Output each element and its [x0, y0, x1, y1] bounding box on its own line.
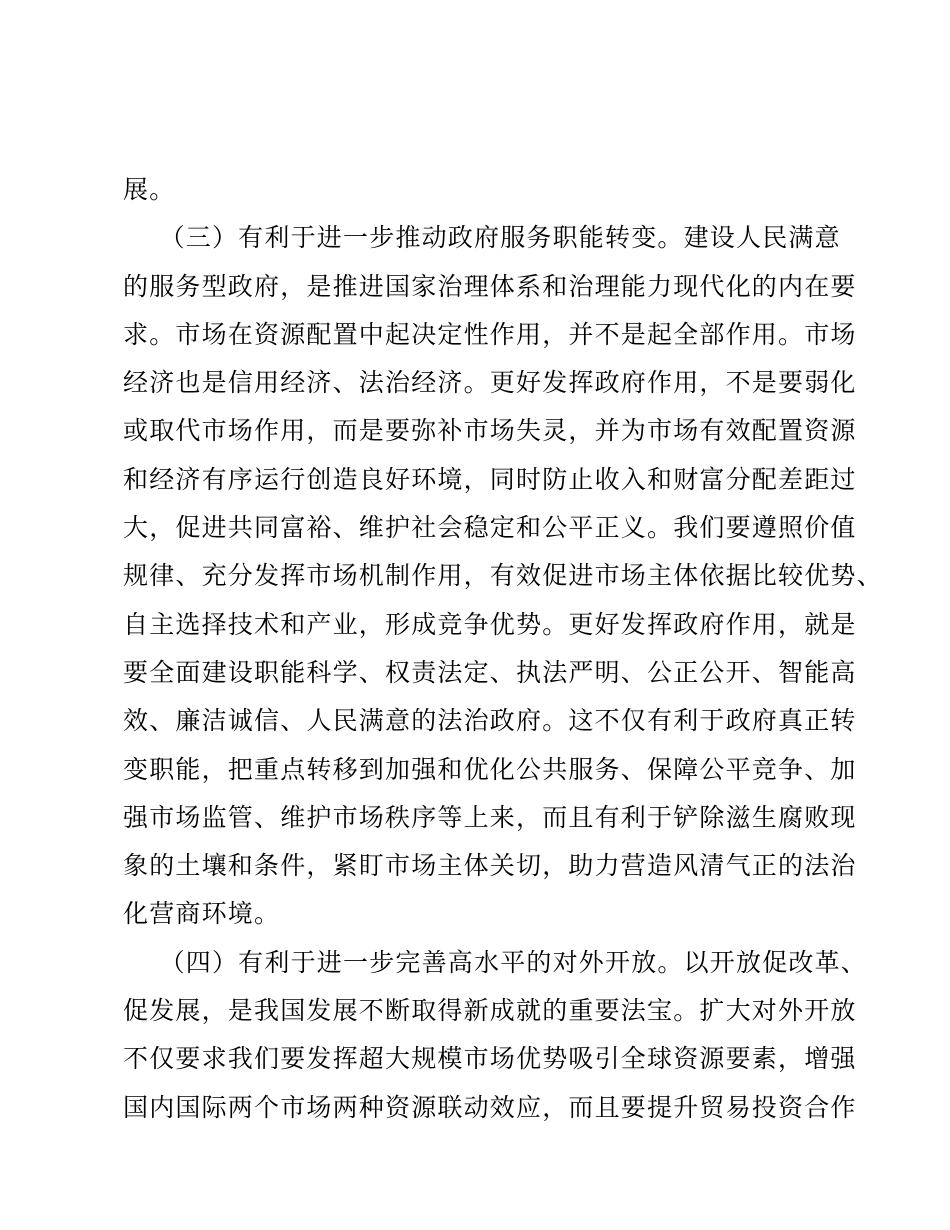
- text-line: 象的土壤和条件，紧盯市场主体关切，助力营造风清气正的法治: [123, 851, 857, 881]
- text-line: 经济也是信用经济、法治经济。更好发挥政府作用，不是要弱化: [123, 368, 857, 398]
- text-line: 的服务型政府，是推进国家治理体系和治理能力现代化的内在要: [123, 271, 857, 301]
- text-line: 大，促进共同富裕、维护社会稳定和公平正义。我们要遵照价值: [123, 513, 857, 543]
- text-line: 国内国际两个市场两种资源联动效应，而且要提升贸易投资合作: [123, 1092, 857, 1122]
- paragraph-heading-line: （三）有利于进一步推动政府服务职能转变。建设人民满意: [123, 223, 841, 253]
- text-line: 自主选择技术和产业，形成竞争优势。更好发挥政府作用，就是: [123, 609, 857, 639]
- paragraph-heading-line: （四）有利于进一步完善高水平的对外开放。以开放促改革、: [123, 947, 867, 977]
- text-line: 和经济有序运行创造良好环境，同时防止收入和财富分配差距过: [123, 464, 857, 494]
- text-line: 变职能，把重点转移到加强和优化公共服务、保障公平竞争、加: [123, 754, 857, 784]
- text-line: 要全面建设职能科学、权责法定、执法严明、公正公开、智能高: [123, 657, 857, 687]
- text-line: 规律、充分发挥市场机制作用，有效促进市场主体依据比较优势、: [123, 561, 883, 591]
- text-line: 求。市场在资源配置中起决定性作用，并不是起全部作用。市场: [123, 319, 857, 349]
- text-line: 或取代市场作用，而是要弥补市场失灵，并为市场有效配置资源: [123, 416, 857, 446]
- text-line: 展。: [123, 175, 176, 204]
- text-line: 不仅要求我们要发挥超大规模市场优势吸引全球资源要素，增强: [123, 1044, 857, 1074]
- text-line: 促发展，是我国发展不断取得新成就的重要法宝。扩大对外开放: [123, 996, 857, 1026]
- text-line: 强市场监管、维护市场秩序等上来，而且有利于铲除滋生腐败现: [123, 802, 857, 832]
- text-line: 化营商环境。: [123, 899, 281, 929]
- body-text: [123, 166, 883, 1132]
- text-line: 效、廉洁诚信、人民满意的法治政府。这不仅有利于政府真正转: [123, 706, 857, 736]
